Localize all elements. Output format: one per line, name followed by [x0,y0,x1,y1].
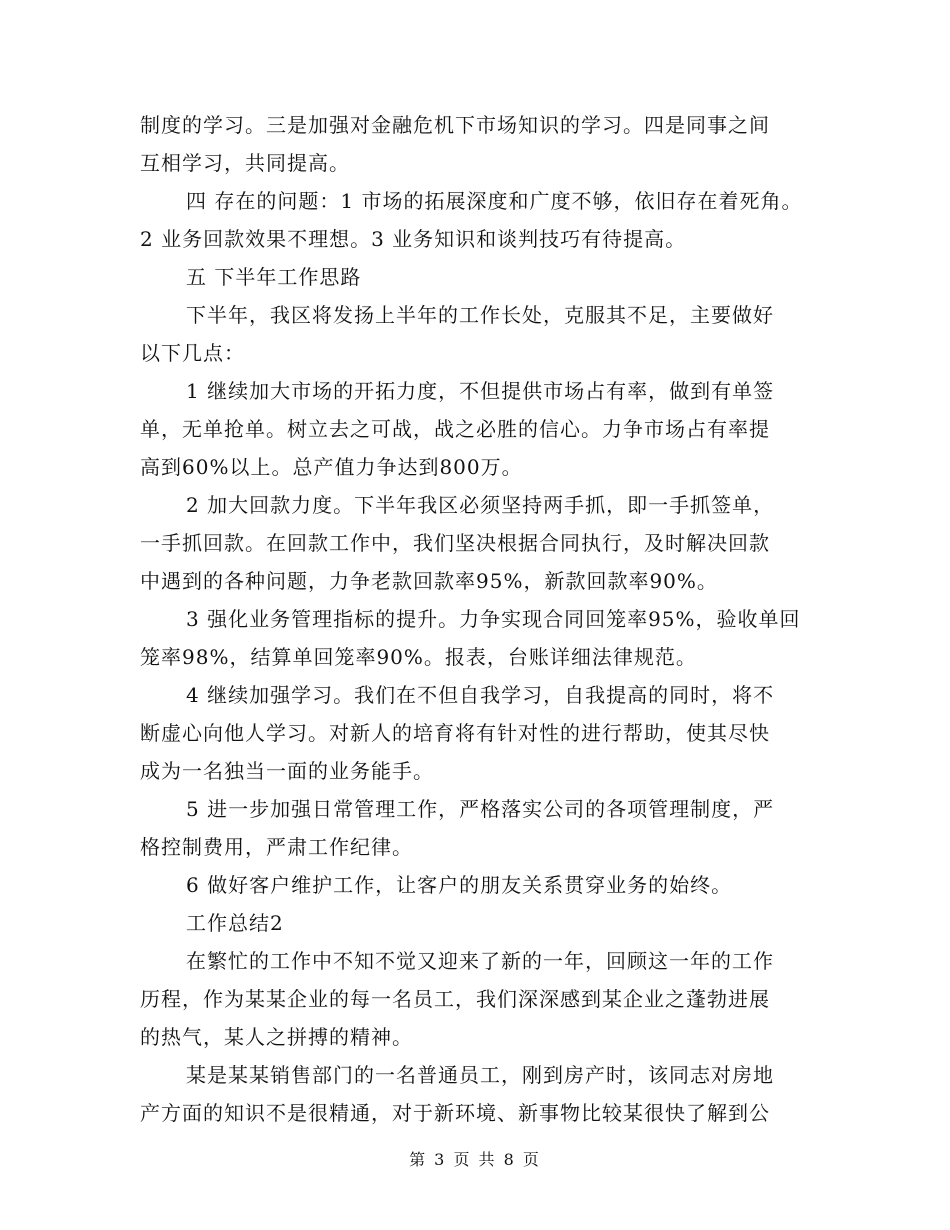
text-line: 断虚心向他人学习。对新人的培育将有针对性的进行帮助，使其尽快 [140,721,770,745]
text-line: 笼率98%，结算单回笼率90%。报表，台账详细法律规范。 [140,645,697,669]
text-line: 以下几点： [140,341,245,365]
text-line: 单，无单抢单。树立去之可战，战之必胜的信心。力争市场占有率提 [140,417,770,441]
text-line: 的热气，某人之拼搏的精神。 [140,1025,413,1049]
section-heading: 五 下半年工作思路 [186,265,362,289]
text-line: 成为一名独当一面的业务能手。 [140,759,434,783]
text-line: 历程，作为某某企业的每一名员工，我们深深感到某企业之蓬勃进展 [140,987,770,1011]
text-line: 格控制费用，严肃工作纪律。 [140,835,413,859]
text-line: 2 业务回款效果不理想。3 业务知识和谈判技巧有待提高。 [140,227,687,251]
text-line: 某是某某销售部门的一名普通员工，刚到房产时，该同志对房地 [186,1063,774,1087]
text-line: 高到60%以上。总产值力争达到800万。 [140,455,523,479]
text-line: 产方面的知识不是很精通，对于新环境、新事物比较某很快了解到公 [140,1101,770,1125]
text-line: 四 存在的问题：1 市场的拓展深度和广度不够，依旧存在着死角。 [186,189,803,213]
text-line: 互相学习，共同提高。 [140,151,350,175]
text-line: 1 继续加大市场的开拓力度，不但提供市场占有率，做到有单签 [186,379,775,403]
text-line: 在繁忙的工作中不知不觉又迎来了新的一年，回顾这一年的工作 [186,949,774,973]
text-line: 3 强化业务管理指标的提升。力争实现合同回笼率95%，验收单回 [186,607,801,631]
text-line: 6 做好客户维护工作，让客户的朋友关系贯穿业务的始终。 [186,873,733,897]
text-line: 中遇到的各种问题，力争老款回款率95%，新款回款率90%。 [140,569,718,593]
page-number: 第 3 页 共 8 页 [409,1150,541,1169]
text-line: 制度的学习。三是加强对金融危机下市场知识的学习。四是同事之间 [140,113,770,137]
text-line: 4 继续加强学习。我们在不但自我学习，自我提高的同时，将不 [186,683,775,707]
section-heading: 工作总结2 [186,911,284,935]
text-line: 下半年，我区将发扬上半年的工作长处，克服其不足，主要做好 [186,303,774,327]
text-line: 一手抓回款。在回款工作中，我们坚决根据合同执行，及时解决回款 [140,531,770,555]
text-line: 5 进一步加强日常管理工作，严格落实公司的各项管理制度，严 [186,797,775,821]
text-line: 2 加大回款力度。下半年我区必须坚持两手抓，即一手抓签单， [186,493,775,517]
